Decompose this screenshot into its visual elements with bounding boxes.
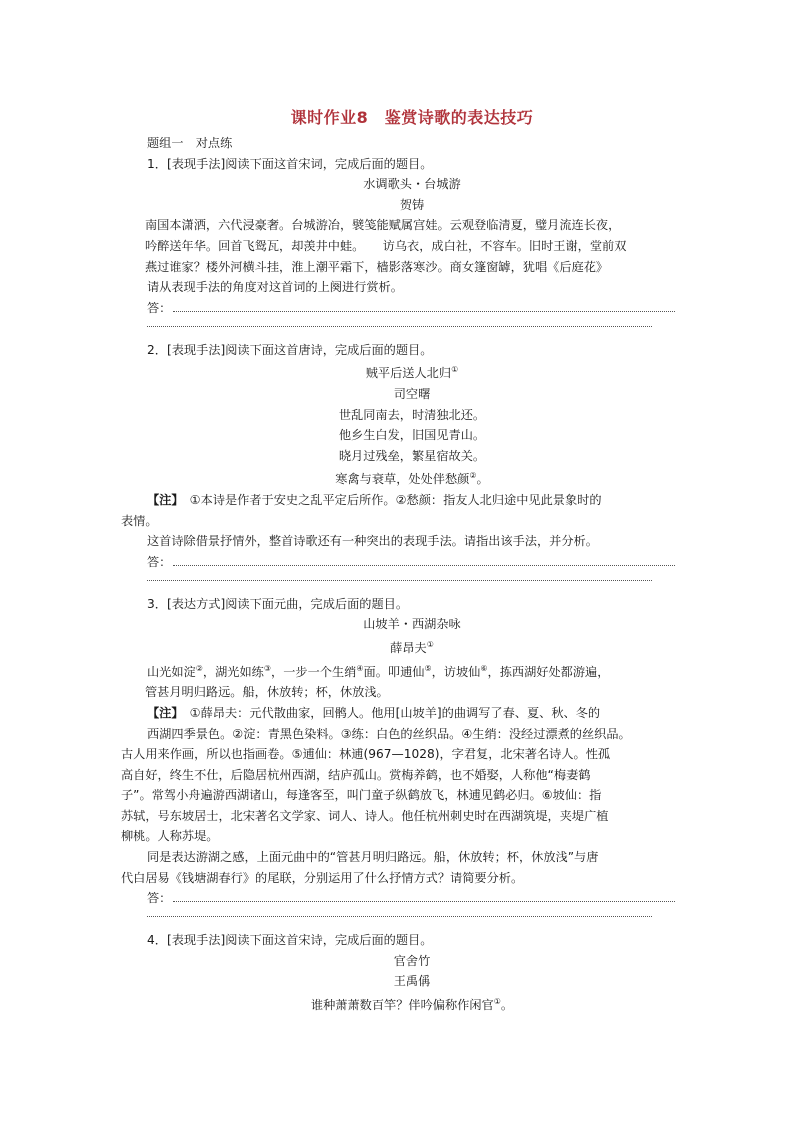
footnote-mark: ⑥: [480, 663, 488, 673]
footnote-mark: ①: [426, 640, 434, 649]
q4-stem: 4．[表现手法]阅读下面这首宋诗，完成后面的题目。: [147, 933, 433, 948]
footnote-mark: ③: [263, 663, 272, 673]
q3-text-seg: ，湖光如练: [202, 664, 264, 679]
q3-answer-line-2[interactable]: [147, 909, 677, 930]
footnote-mark: ①: [493, 997, 501, 1007]
q3-text-seg: 面。叩逋仙: [363, 664, 425, 679]
q2-poem-title: [147, 360, 677, 384]
q4-verse: [147, 992, 677, 1016]
q2-answer-line-2[interactable]: [147, 573, 677, 594]
q3-text-line: [147, 659, 677, 683]
q1-answer-line[interactable]: [147, 298, 677, 319]
q2-verse: 世乱同南去，时清独北还。: [338, 407, 486, 422]
q4-verse-end: 。: [500, 998, 514, 1013]
q1-author: 贺铸: [399, 197, 425, 212]
answer-label: 答：: [147, 554, 172, 569]
answer-dotted-line: [147, 326, 652, 327]
note-text: ①本诗是作者于安史之乱平定后所作。②愁颜：指友人北归途中见此景象时的: [189, 493, 602, 508]
q3-note-cont: 西湖四季景色。②淀：青黑色染料。③练：白色的丝织品。④生绡：没经过漂煮的丝织品。: [147, 726, 631, 741]
q3-note: [147, 703, 677, 724]
note-label: 【注】: [147, 493, 178, 508]
q1-text-line: 吟醉送年华。回首飞鸳瓦，却羡井中蛙。 访乌衣，成白社，不容车。旧时王谢，堂前双: [145, 238, 627, 253]
q3-question-cont: 代白居易《钱塘湖春行》的尾联，分别运用了什么抒情方式？请简要分析。: [121, 870, 524, 885]
q3-note-cont: 苏轼，号东坡居士，北宋著名文学家、词人、诗人。他任杭州刺史时在西湖筑堤，夹堤广植: [121, 808, 609, 823]
q2-stem: 2．[表现手法]阅读下面这首唐诗，完成后面的题目。: [147, 342, 433, 357]
q3-text-line: 管甚月明归路远。船，休放转；杯，休放浅。: [145, 685, 389, 700]
q3-note-cont: 子”。常驾小舟遍游西湖诸山，每逢客至，叫门童子纵鹤放飞，林逋见鹤必归。⑥坡仙：指: [121, 788, 602, 803]
answer-label: 答：: [147, 300, 172, 315]
q2-verse: [147, 466, 677, 490]
q2-note-cont: 表情。: [121, 513, 158, 528]
worksheet-page: [121, 103, 677, 1016]
q3-text-seg: 山光如淀: [147, 664, 196, 679]
footnote-mark: ①: [451, 365, 459, 375]
q3-stem: 3．[表达方式]阅读下面元曲，完成后面的题目。: [147, 596, 409, 611]
answer-dotted-line: [173, 311, 675, 312]
q3-note-cont: 柳桃。人称苏堤。: [121, 829, 219, 844]
q3-author: [147, 635, 677, 659]
q4-poem-title: 官舍竹: [393, 953, 431, 968]
q3-text-seg: ，一步一个生绡: [271, 664, 357, 679]
q1-text-line: 燕过谁家？楼外河横斗挂，淮上潮平霜下，樯影落寒沙。商女篷窗罅，犹唱《后庭花》: [145, 259, 609, 274]
q3-text-seg: ，访坡仙: [431, 664, 481, 679]
q2-note: [147, 490, 677, 511]
note-text: ①薛昂夫：元代散曲家，回鹘人。他用[山坡羊]的曲调写了春、夏、秋、冬的: [189, 705, 601, 720]
q4-author: 王禹偁: [393, 974, 431, 989]
q3-answer-line[interactable]: [147, 888, 677, 909]
q2-verse-end: 。: [476, 472, 489, 487]
group-heading: 题组一 对点练: [147, 136, 233, 150]
answer-label: 答：: [147, 891, 172, 906]
q2-title-text: 贼平后送人北归: [365, 366, 452, 381]
q2-question: 这首诗除借景抒情外，整首诗歌还有一种突出的表现手法。请指出该手法，并分析。: [147, 534, 598, 549]
q2-answer-line[interactable]: [147, 552, 677, 573]
answer-dotted-line: [147, 580, 652, 581]
q3-text-seg: ，拣西湖好处都游遍，: [487, 664, 610, 679]
footnote-mark: ⑤: [424, 663, 432, 673]
answer-dotted-line: [147, 916, 652, 917]
q1-text-line: 南国本潇洒，六代浸豪奢。台城游冶，襞笺能赋属宫娃。云观登临清夏，璧月流连长夜，: [145, 218, 621, 233]
q3-poem-title: 山坡羊・西湖杂咏: [363, 617, 461, 632]
q2-verse-text: 寒禽与衰草，处处伴愁颜: [335, 472, 470, 487]
q3-note-cont: 高自好，终生不仕，后隐居杭州西湖，结庐孤山。赏梅养鹤，也不婚娶，人称他“梅妻鹤: [121, 767, 591, 782]
q1-stem: 1．[表现手法]阅读下面这首宋词，完成后面的题目。: [147, 156, 433, 171]
q2-verse: 晓月过残垒，繁星宿故关。: [338, 448, 486, 463]
q2-verse: 他乡生白发，旧国见青山。: [338, 428, 486, 443]
q1-answer-line-2[interactable]: [147, 319, 677, 340]
q2-author: 司空曙: [393, 387, 431, 401]
q3-note-cont: 古人用来作画，所以也指画卷。⑤逋仙：林逋(967—1028)，字君复，北宋著名诗人。性孤: [121, 747, 611, 762]
q3-question: 同是表达游湖之感，上面元曲中的“管甚月明归路远。船，休放转；杯，休放浅”与唐: [147, 850, 599, 865]
footnote-mark: ②: [469, 471, 477, 481]
q1-question: 请从表现手法的角度对这首词的上阕进行赏析。: [147, 280, 403, 295]
footnote-mark: ④: [356, 663, 364, 673]
note-label: 【注】: [147, 705, 178, 720]
q3-author-text: 薛昂夫: [390, 641, 427, 656]
answer-dotted-line: [173, 901, 675, 902]
page-title: 课时作业8 鉴赏诗歌的表达技巧: [290, 108, 534, 127]
q1-poem-title: 水调歌头・台城游: [363, 177, 461, 192]
q4-verse-text: 谁种萧萧数百竿？伴吟偏称作闲官: [310, 998, 494, 1013]
answer-dotted-line: [173, 565, 675, 566]
footnote-mark: ②: [195, 663, 203, 673]
